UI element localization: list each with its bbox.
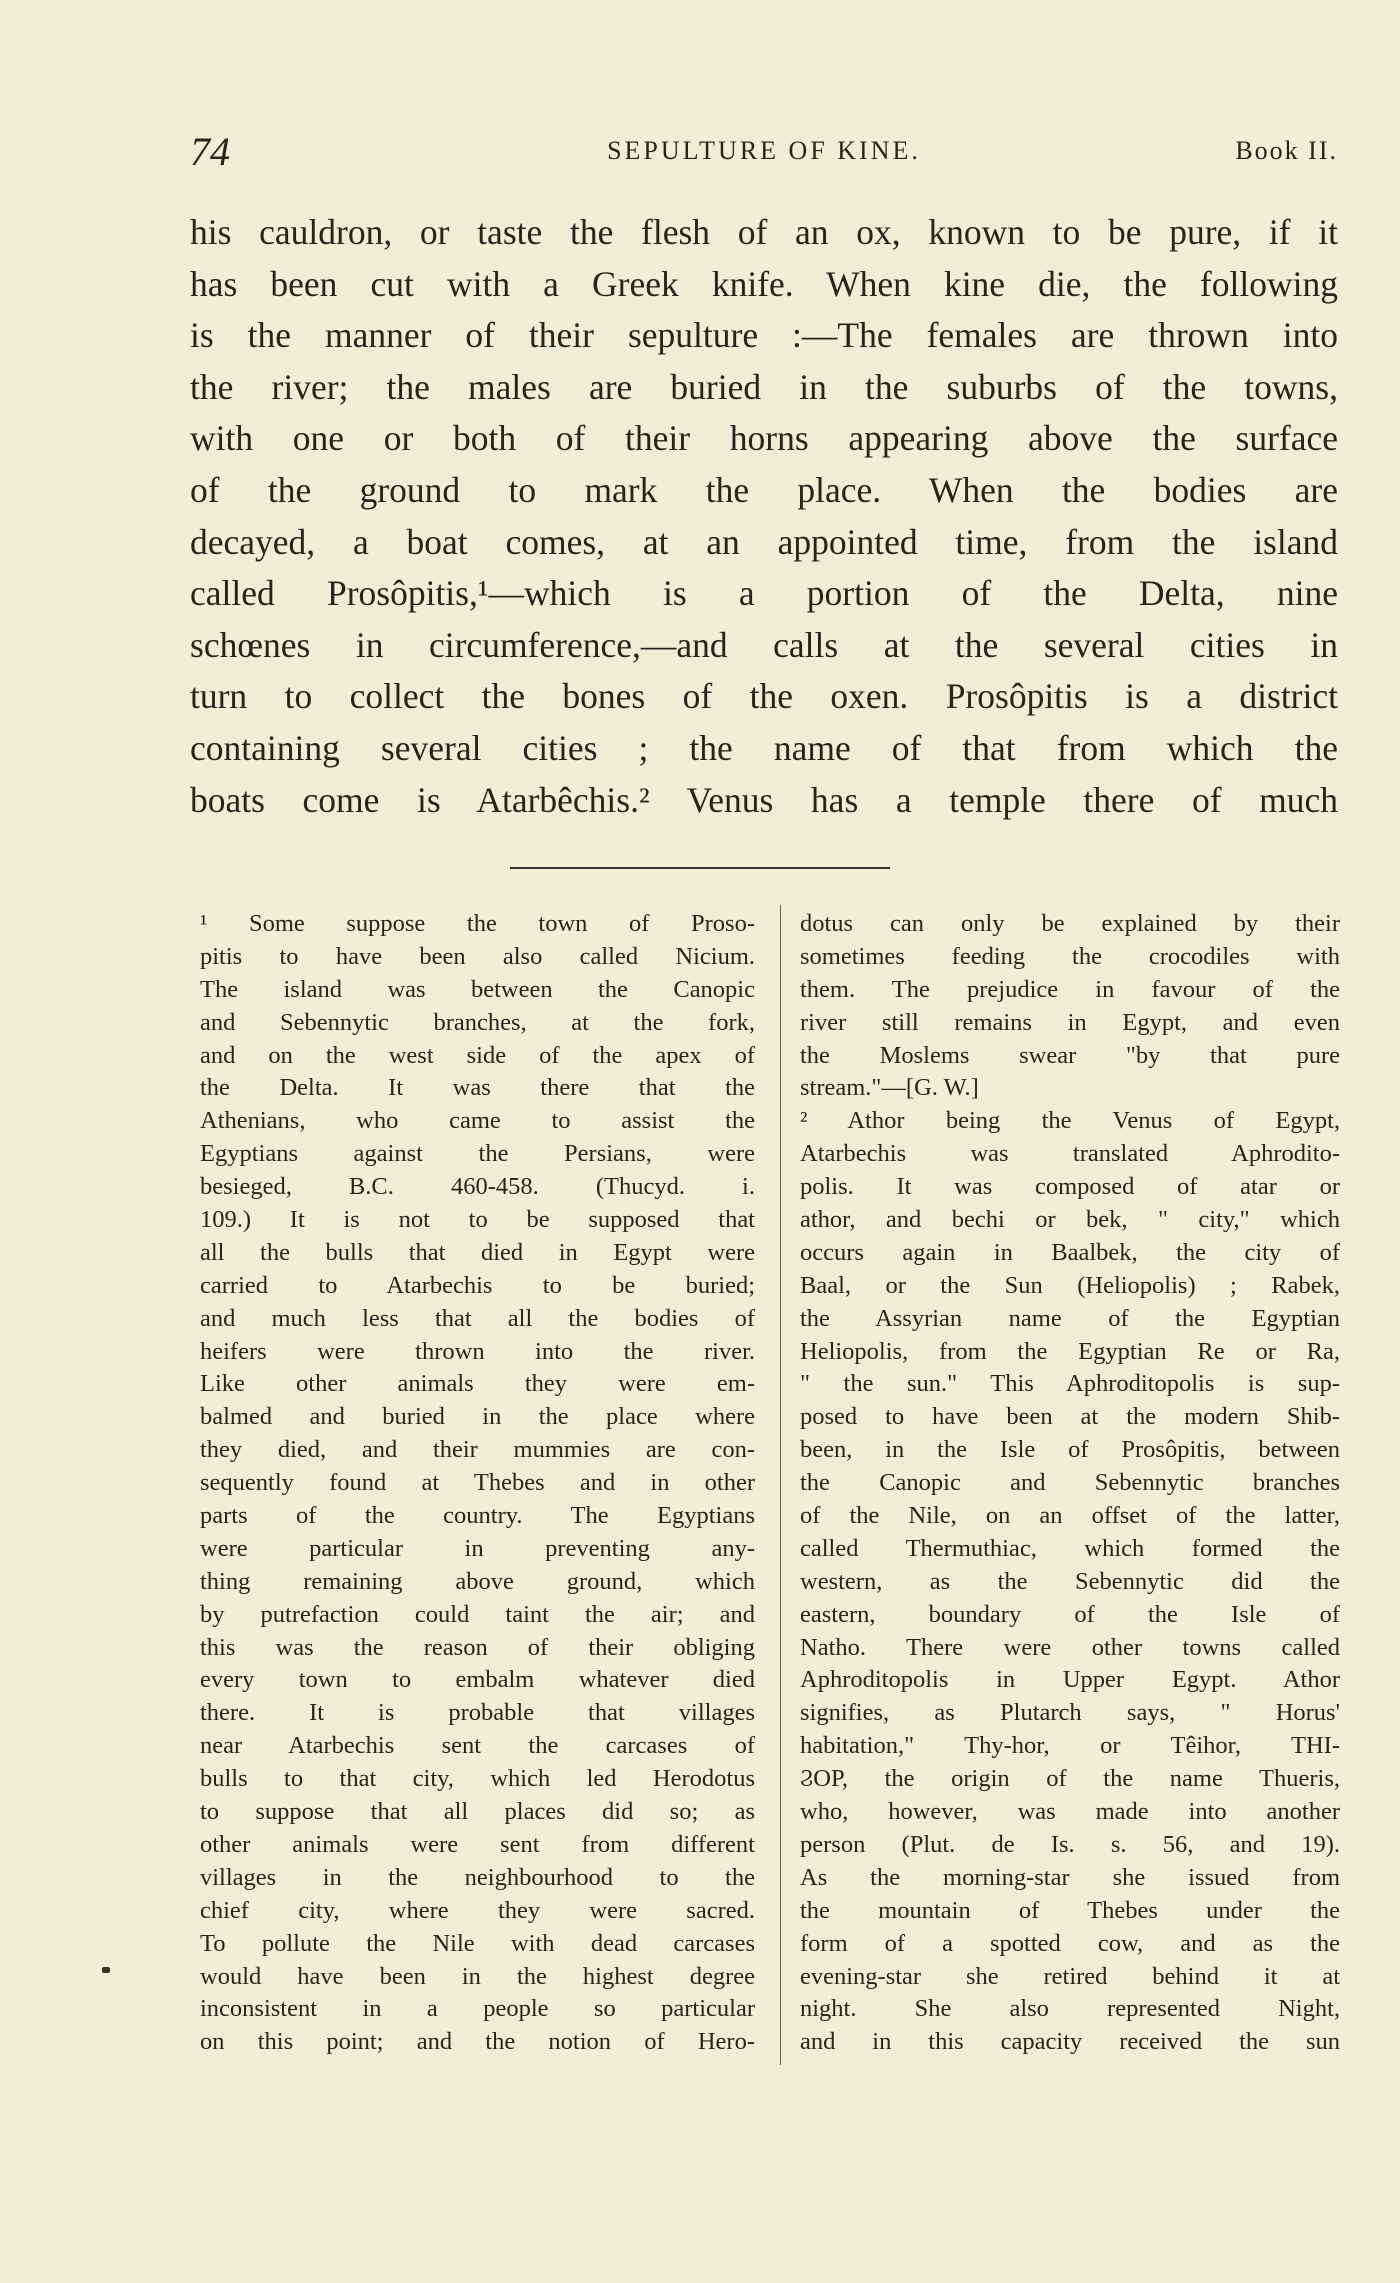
- footnote-line: were particular in preventing any-: [200, 1534, 755, 1562]
- footnote-line: posed to have been at the modern Shib-: [800, 1403, 1340, 1431]
- footnote-line: occurs again in Baalbek, the city of: [800, 1238, 1340, 1266]
- text-line: with one or both of their horns appearing above the surface: [190, 418, 1338, 459]
- footnote-line: and in this capacity received the sun: [800, 2028, 1340, 2056]
- text-line: called Prosôpitis,¹—which is a portion of the Delta, nine: [190, 573, 1338, 614]
- footnote-line: stream."—[G. W.]: [800, 1074, 979, 1102]
- page-mark: [102, 1967, 110, 1973]
- text-line: the river; the males are buried in the suburbs of the towns,: [190, 366, 1338, 407]
- footnote-line: every town to embalm whatever died: [200, 1666, 755, 1694]
- footnote-line: river still remains in Egypt, and even: [800, 1008, 1340, 1036]
- footnote-line: western, as the Sebennytic did the: [800, 1567, 1340, 1595]
- running-title: SEPULTURE OF KINE.: [607, 136, 921, 165]
- footnote-line: by putrefaction could taint the air; and: [200, 1600, 755, 1628]
- footnote-line: called Thermuthiac, which formed the: [800, 1534, 1340, 1562]
- footnote-line: Atarbechis was translated Aphrodito-: [800, 1140, 1340, 1168]
- footnote-line: night. She also represented Night,: [800, 1995, 1340, 2023]
- footnote-line: this was the reason of their obliging: [200, 1633, 755, 1661]
- footnote-line: Natho. There were other towns called: [800, 1633, 1340, 1661]
- footnote-line: form of a spotted cow, and as the: [800, 1929, 1340, 1957]
- text-line: has been cut with a Greek knife. When kine die, the following: [190, 263, 1338, 304]
- footnote-line: sometimes feeding the crocodiles with: [800, 942, 1340, 970]
- footnote-line: bulls to that city, which led Herodotus: [200, 1765, 755, 1793]
- footnote-line: pitis to have been also called Nicium.: [200, 942, 755, 970]
- footnote-line: would have been in the highest degree: [200, 1962, 755, 1990]
- footnote-line: habitation," Thy-hor, or Têihor, THI-: [800, 1732, 1340, 1760]
- footnote-line: 109.) It is not to be supposed that: [200, 1206, 755, 1234]
- footnote-line: of the Nile, on an offset of the latter,: [800, 1502, 1340, 1530]
- footnote-line: near Atarbechis sent the carcases of: [200, 1732, 755, 1760]
- footnotes-left-column: [200, 908, 755, 2059]
- footnote-line: carried to Atarbechis to be buried;: [200, 1271, 755, 1299]
- footnote-line: heifers were thrown into the river.: [200, 1337, 755, 1365]
- footnote-line: been, in the Isle of Prosôpitis, between: [800, 1436, 1340, 1464]
- footnote-line: the mountain of Thebes under the: [800, 1896, 1340, 1924]
- book-label: Book II.: [1235, 136, 1338, 165]
- footnote-line: The island was between the Canopic: [200, 975, 755, 1003]
- footnote-line: to suppose that all places did so; as: [200, 1798, 755, 1826]
- footnote-line: ² Athor being the Venus of Egypt,: [800, 1107, 1340, 1135]
- footnote-line: Egyptians against the Persians, were: [200, 1140, 755, 1168]
- footnote-line: signifies, as Plutarch says, " Horus': [800, 1699, 1340, 1727]
- footnote-line: chief city, where they were sacred.: [200, 1896, 755, 1924]
- footnote-line: As the morning-star she issued from: [800, 1863, 1340, 1891]
- text-line: is the manner of their sepulture :—The females are thrown into: [190, 315, 1338, 356]
- footnotes-right-column: [800, 908, 1340, 2059]
- footnote-line: other animals were sent from different: [200, 1830, 755, 1858]
- footnote-line: the Delta. It was there that the: [200, 1074, 755, 1102]
- footnote-line: inconsistent in a people so particular: [200, 1995, 755, 2023]
- footnote-line: balmed and buried in the place where: [200, 1403, 755, 1431]
- page-number: 74: [190, 129, 230, 174]
- text-line: his cauldron, or taste the flesh of an ox, known to be pure, if it: [190, 212, 1338, 252]
- footnote-line: Baal, or the Sun (Heliopolis) ; Rabek,: [800, 1271, 1340, 1299]
- footnote-line: the Moslems swear "by that pure: [800, 1041, 1340, 1069]
- footnote-line: ¹ Some suppose the town of Proso-: [200, 910, 755, 937]
- footnote-line: athor, and bechi or bek, " city," which: [800, 1206, 1340, 1234]
- footnote-line: Aphroditopolis in Upper Egypt. Athor: [800, 1666, 1340, 1694]
- footnote-line: Like other animals they were em-: [200, 1370, 755, 1398]
- column-divider: [780, 905, 781, 2065]
- text-line: containing several cities ; the name of that from which the: [190, 727, 1338, 768]
- footnote-line: and on the west side of the apex of: [200, 1041, 755, 1069]
- footnote-line: all the bulls that died in Egypt were: [200, 1238, 755, 1266]
- footnote-line: besieged, B.C. 460-458. (Thucyd. i.: [200, 1173, 755, 1201]
- text-line: turn to collect the bones of the oxen. Prosôpitis is a district: [190, 676, 1338, 717]
- text-line: of the ground to mark the place. When the bodies are: [190, 469, 1338, 510]
- footnote-line: and much less that all the bodies of: [200, 1304, 755, 1332]
- text-line: boats come is Atarbêchis.² Venus has a temple there of much: [190, 779, 1338, 820]
- footnote-line: ϨOP, the origin of the name Thueris,: [800, 1765, 1340, 1793]
- footnote-line: To pollute the Nile with dead carcases: [200, 1929, 755, 1957]
- footnote-line: the Assyrian name of the Egyptian: [800, 1304, 1340, 1332]
- running-header: [190, 128, 1338, 188]
- footnote-line: Athenians, who came to assist the: [200, 1107, 755, 1135]
- footnote-rule: [510, 867, 890, 869]
- footnote-line: eastern, boundary of the Isle of: [800, 1600, 1340, 1628]
- footnote-line: on this point; and the notion of Hero-: [200, 2028, 755, 2056]
- footnote-line: dotus can only be explained by their: [800, 910, 1340, 937]
- footnote-line: them. The prejudice in favour of the: [800, 975, 1340, 1003]
- footnote-line: polis. It was composed of atar or: [800, 1173, 1340, 1201]
- text-line: decayed, a boat comes, at an appointed time, from the island: [190, 521, 1338, 562]
- text-line: schœnes in circumference,—and calls at the several cities in: [190, 624, 1338, 665]
- footnote-line: thing remaining above ground, which: [200, 1567, 755, 1595]
- footnote-line: they died, and their mummies are con-: [200, 1436, 755, 1464]
- footnote-line: parts of the country. The Egyptians: [200, 1502, 755, 1530]
- footnote-line: and Sebennytic branches, at the fork,: [200, 1008, 755, 1036]
- footnote-line: villages in the neighbourhood to the: [200, 1863, 755, 1891]
- footnote-line: " the sun." This Aphroditopolis is sup-: [800, 1370, 1340, 1398]
- footnote-line: who, however, was made into another: [800, 1798, 1340, 1826]
- footnote-line: sequently found at Thebes and in other: [200, 1469, 755, 1497]
- footnote-line: person (Plut. de Is. s. 56, and 19).: [800, 1830, 1340, 1858]
- footnote-line: there. It is probable that villages: [200, 1699, 755, 1727]
- footnote-line: the Canopic and Sebennytic branches: [800, 1469, 1340, 1497]
- footnote-line: Heliopolis, from the Egyptian Re or Ra,: [800, 1337, 1340, 1365]
- footnote-line: evening-star she retired behind it at: [800, 1962, 1340, 1990]
- main-text: [190, 207, 1338, 826]
